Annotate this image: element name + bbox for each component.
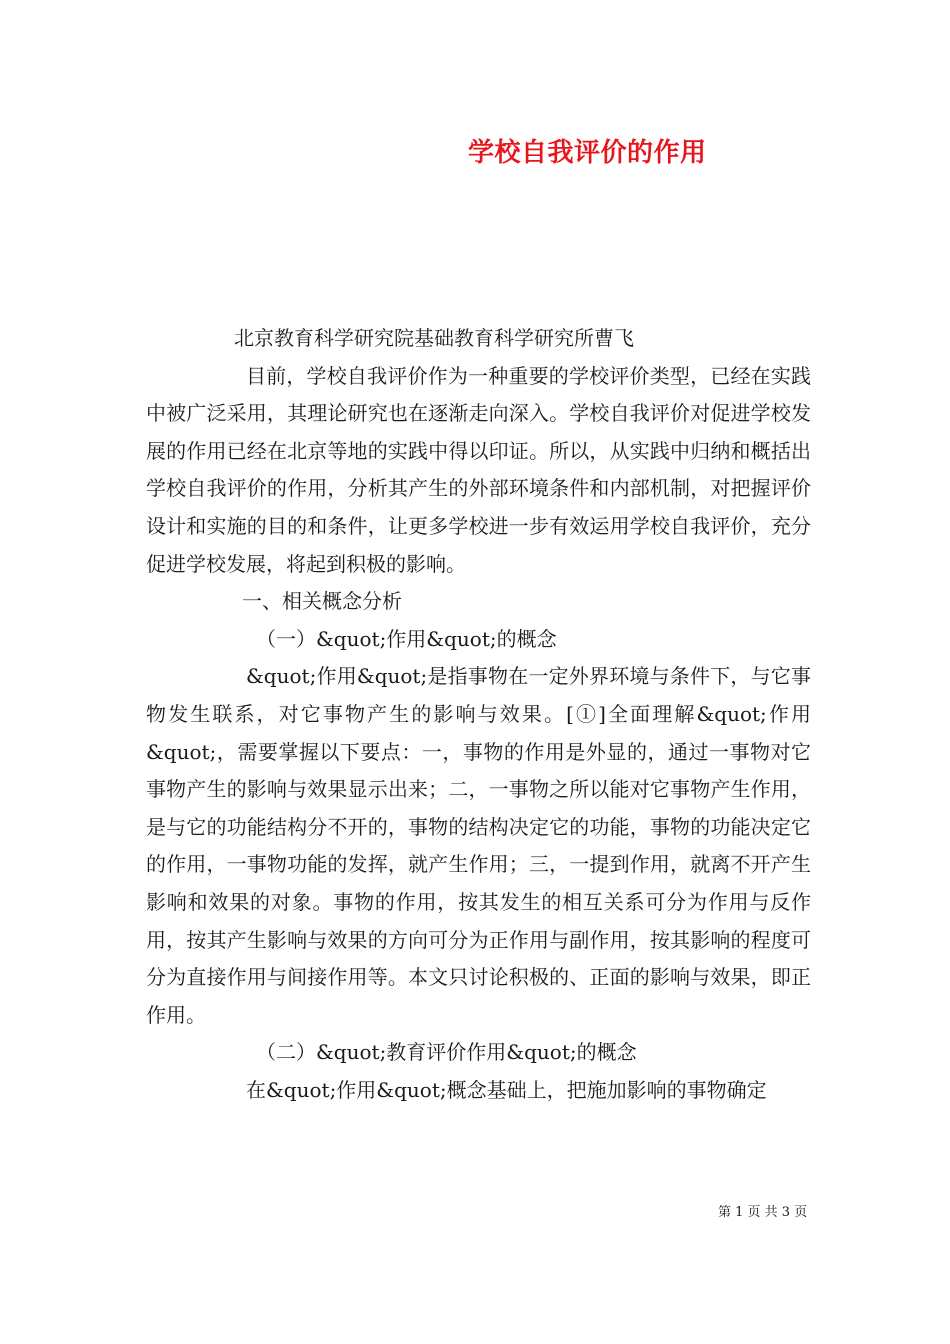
subsection-heading-1: （一）&quot;作用&quot;的概念 [256,626,557,651]
document-title: 学校自我评价的作用 [468,138,707,168]
intro-paragraph: 目前，学校自我评价作为一种重要的学校评价类型，已经在实践中被广泛采用，其理论研究也在逐渐走向深入。学校自我评价对促进学校发展的作用已经在北京等地的实践中得以印证。所以，从实践中归纳和概括出学校自我评价的作用，分析其产生的外部环境条件和内部机制，对把握评价设计和实施的目的和条件，让更多学校进一步有效运用学校自我评价，充分促进学校发展，将起到积极的影响。 [146,363,811,576]
subsection-2-paragraph: 在&quot;作用&quot;概念基础上，把施加影响的事物确定 [246,1077,767,1102]
author-line: 北京教育科学研究院基础教育科学研究所曹飞 [234,326,634,350]
subsection-heading-2: （二）&quot;教育评价作用&quot;的概念 [256,1040,637,1065]
subsection-1-paragraph: &quot;作用&quot;是指事物在一定外界环境与条件下，与它事物发生联系，对它事物产生的影响与效果。[①]全面理解&quot;作用&quot;，需要掌握以下要点：一，事物的作用是外显的，通过一事物对它事物产生的影响与效果显示出来；二，一事物之所以能对它事物产生作用，是与它的功能结构分不开的，事物的结构决定它的功能，事物的功能决定它的作用，一事物功能的发挥，就产生作用；三，一提到作用，就离不开产生影响和效果的对象。事物的作用，按其发生的相互关系可分为作用与反作用，按其产生影响与效果的方向可分为正作用与副作用，按其影响的程度可分为直接作用与间接作用等。本文只讨论积极的、正面的影响与效果，即正作用。 [146,664,811,1027]
page-number-footer: 第 1 页 共 3 页 [718,1205,808,1220]
document-body [146,320,811,1109]
section-heading-1: 一、相关概念分析 [242,589,402,614]
